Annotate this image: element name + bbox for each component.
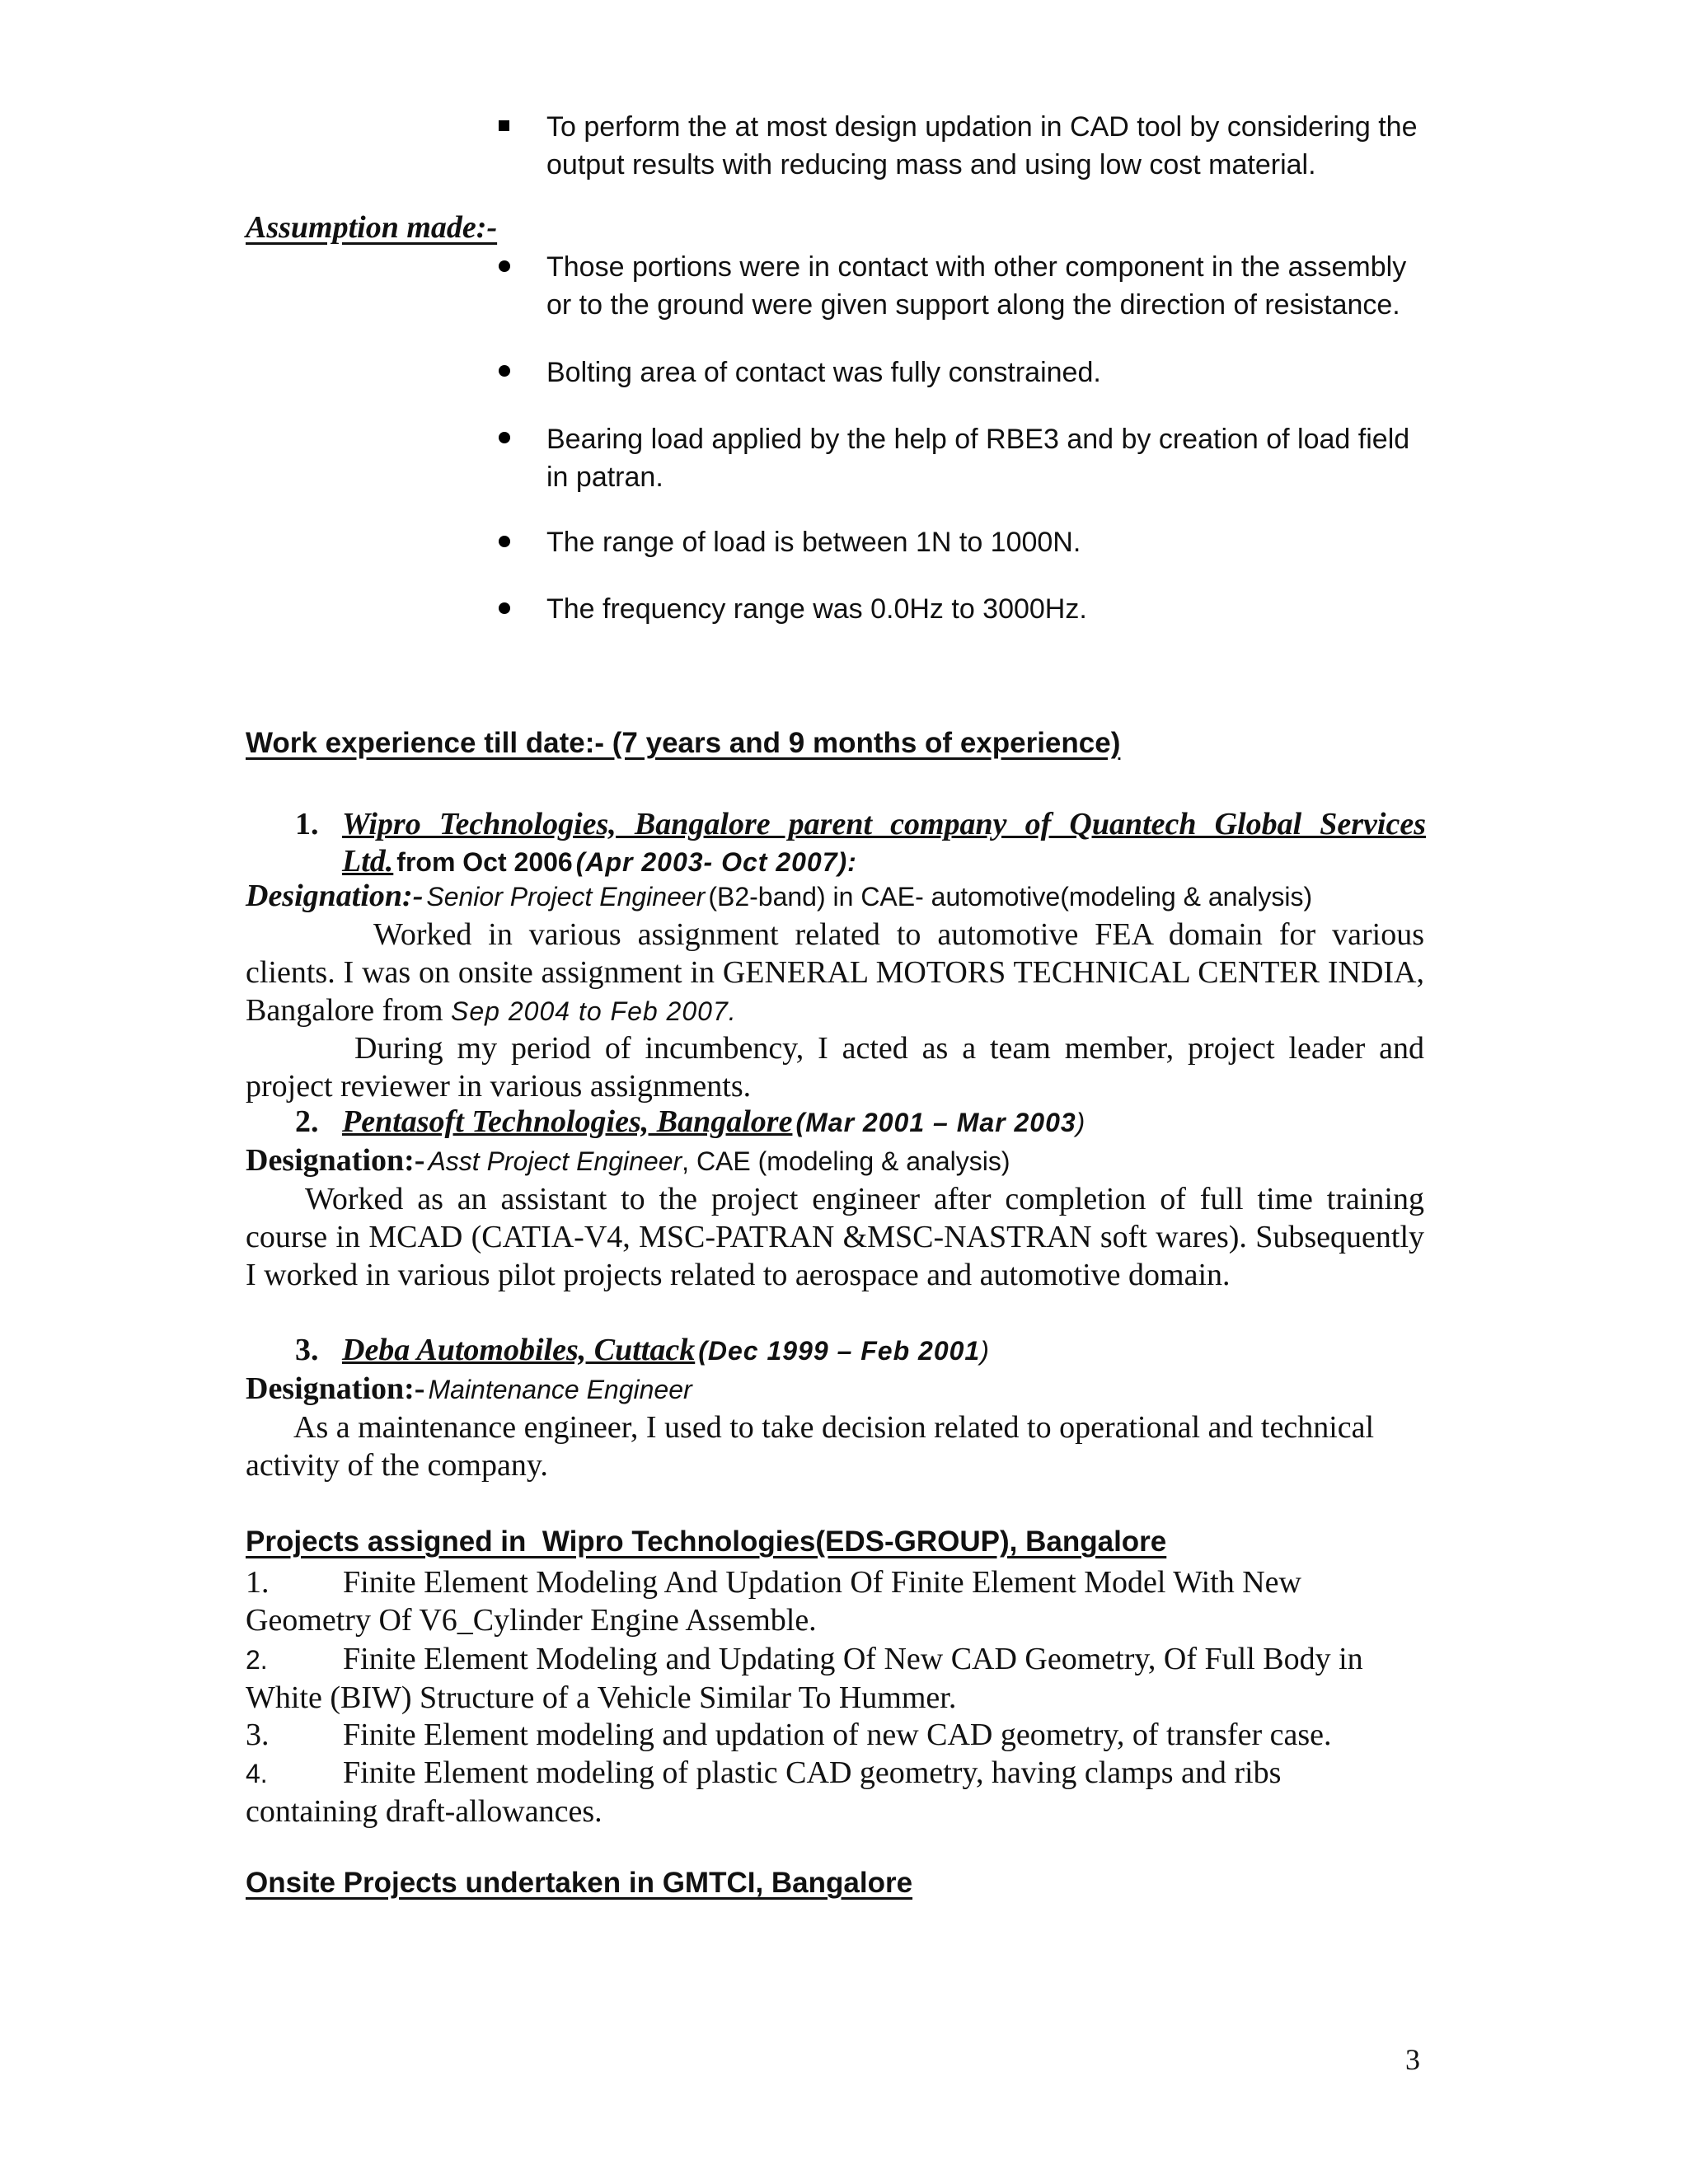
project-number: 1. [246, 1565, 270, 1600]
onsite-projects-heading: Onsite Projects undertaken in GMTCI, Bangalore [246, 1867, 913, 1899]
objective-bullet-text: To perform the at most design updation in CAD tool by considering the output results with reducing mass and using low cost material. [546, 111, 1418, 180]
job-2-number: 2. [295, 1104, 319, 1139]
job-2-dates-close: ) [1076, 1108, 1085, 1137]
job-1-designation [246, 877, 1312, 921]
project-line: Finite Element Modeling And Updation Of Finite Element Model With New [343, 1565, 1301, 1600]
job-1-number: 1. [295, 807, 319, 841]
designation-role: Maintenance Engineer [428, 1375, 692, 1404]
bullet-icon [499, 260, 510, 272]
designation-label: Designation:- [246, 1143, 425, 1178]
job-3-paragraph: As a maintenance engineer, I used to take decision related to operational and technical activity of the company. [246, 1410, 1375, 1483]
project-item [246, 1754, 1432, 1830]
job-1-extra: from Oct 2006 [396, 847, 573, 877]
assumption-item: Bolting area of contact was fully constrained. [546, 357, 1101, 388]
assumptions-heading: Assumption made:- [246, 210, 498, 245]
job-1-dates: (Apr 2003- Oct 2007): [575, 847, 857, 877]
job-3-company: Deba Automobiles, Cuttack [342, 1333, 696, 1367]
job-3-number: 3. [295, 1333, 319, 1367]
job-1-onsite-dates: Sep 2004 to Feb 2007. [451, 996, 737, 1026]
project-line: Finite Element modeling and updation of new CAD geometry, of transfer case. [343, 1718, 1332, 1752]
project-line: Finite Element modeling of plastic CAD geometry, having clamps and ribs [343, 1755, 1282, 1790]
job-2-company: Pentasoft Technologies, Bangalore [342, 1104, 793, 1139]
project-number: 3. [246, 1718, 270, 1752]
job-1-company-ltd: Ltd. [342, 844, 394, 879]
designation-label: Designation:- [246, 1371, 425, 1406]
designation-role: Senior Project Engineer [426, 882, 706, 912]
job-3-company-line [342, 1332, 989, 1368]
project-number: 4. [246, 1759, 268, 1788]
project-line: Finite Element Modeling and Updating Of New CAD Geometry, Of Full Body in [343, 1642, 1363, 1676]
job-3-dates-close: ) [980, 1336, 989, 1366]
assumption-item: The frequency range was 0.0Hz to 3000Hz. [546, 593, 1087, 625]
square-bullet-icon [499, 120, 509, 131]
job-2-designation [246, 1141, 1010, 1186]
project-item [246, 1640, 1432, 1717]
designation-label: Designation:- [246, 879, 424, 913]
page-number: 3 [1405, 2043, 1420, 2076]
job-1-paragraph-1 [246, 916, 1424, 1030]
job-1-company-line1: Wipro Technologies, Bangalore parent company of Quantech Global Services [342, 807, 1426, 841]
job-2-paragraph: Worked as an assistant to the project engineer after completion of full time training course in MCAD (CATIA-V4, MSC-PATRAN &MSC-NASTRAN soft wares). Subsequently I worked in various pilot projects related to aerospace and automotive domain. [246, 1182, 1424, 1292]
work-experience-heading: Work experience till date:- (7 years and 9 months of experience) [246, 727, 1121, 759]
job-3-dates: (Dec 1999 – Feb 2001 [698, 1336, 981, 1366]
assumption-item: The range of load is between 1N to 1000N. [546, 527, 1081, 558]
bullet-icon [499, 432, 510, 443]
assumption-item: Those portions were in contact with other component in the assembly or to the ground were given support along the direction of resistance. [546, 251, 1407, 321]
job-1-paragraph-2: During my period of incumbency, I acted as a team member, project leader and project reviewer in various assignments. [246, 1031, 1424, 1104]
projects-heading: Projects assigned in Wipro Technologies(EDS-GROUP), Bangalore [246, 1526, 1167, 1558]
project-item [246, 1563, 1432, 1639]
bullet-icon [499, 536, 510, 547]
project-item [246, 1716, 1432, 1754]
job-2-dates: (Mar 2001 – Mar 2003 [795, 1108, 1076, 1137]
assumption-item: Bearing load applied by the help of RBE3 and by creation of load field in patran. [546, 424, 1410, 493]
designation-detail: , CAE (modeling & analysis) [682, 1146, 1010, 1176]
job-3-designation [246, 1370, 692, 1414]
designation-role: Asst Project Engineer [428, 1146, 682, 1176]
bullet-icon [499, 365, 510, 377]
project-line: Geometry Of V6_Cylinder Engine Assemble. [246, 1603, 817, 1638]
designation-detail: (B2-band) in CAE- automotive(modeling & analysis) [708, 882, 1313, 912]
project-line: White (BIW) Structure of a Vehicle Similar To Hummer. [246, 1680, 957, 1715]
job-1-paragraph-1-text: Worked in various assignment related to automotive FEA domain for various clients. I was on onsite assignment in GENERAL MOTORS TECHNICAL CENTER INDIA, Bangalore from [246, 917, 1424, 1028]
project-number: 2. [246, 1645, 268, 1675]
project-line: containing draft-allowances. [246, 1794, 603, 1829]
bullet-icon [499, 602, 510, 614]
job-2-company-line [342, 1104, 1085, 1140]
